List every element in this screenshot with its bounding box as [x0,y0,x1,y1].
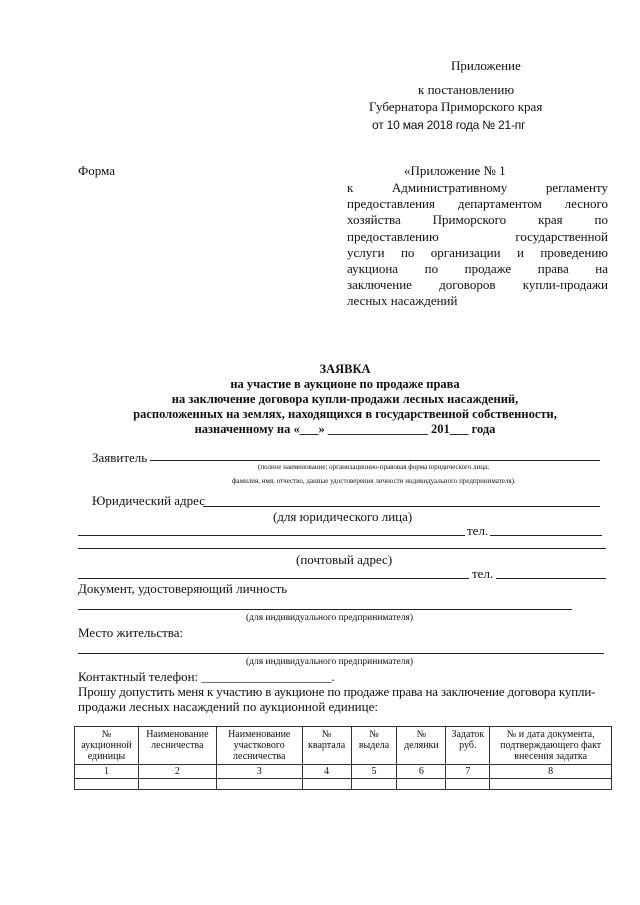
appendix-title: «Приложение № 1 [404,163,506,178]
column-number: 2 [138,765,216,779]
legal-entity-hint: (для юридического лица) [273,509,413,524]
address-line-2[interactable] [78,578,469,579]
request-line-2: продажи лесных насаждений по аукционной единице: [78,699,378,714]
postal-address-hint: (почтовый адрес) [296,552,393,567]
resolution-date: от 10 мая 2018 года № 21-пг [372,118,526,132]
header-cell: № выдела [351,727,397,765]
appendix-line: заключение договоров купли-продажи [347,277,608,293]
table-number-row [75,765,612,779]
phone-input-line-2[interactable] [496,578,606,579]
governor-ref: Губернатора Приморского края [369,99,543,114]
table-cell[interactable] [216,779,302,790]
title-line: на заключение договора купли-продажи лесных насаждений, [171,392,519,406]
column-number: 7 [446,765,490,779]
appendix-line-last: лесных насаждений [347,293,458,309]
appendix-heading: Приложение [451,58,521,73]
column-number: 5 [351,765,397,779]
identity-doc-label: Документ, удостоверяющий личность [78,581,288,596]
form-label: Форма [78,163,115,178]
phone-label-2: тел. [472,566,494,581]
table-cell[interactable] [302,779,351,790]
table-cell[interactable] [446,779,490,790]
residence-label: Место жительства: [78,625,184,640]
address-line-1[interactable] [78,535,465,536]
table-cell[interactable] [138,779,216,790]
column-number: 8 [490,765,612,779]
header-cell: Наименование участкового лесничества [216,727,302,765]
appendix-line: услуги по организации и проведению [347,244,608,260]
applicant-hint-1: (полное наименование; организационно-правовая форма юридического лица; [258,463,490,471]
column-number: 3 [216,765,302,779]
contact-phone: Контактный телефон: ____________________. [78,669,335,684]
appendix-line: аукциона по продаже права на [347,261,608,277]
application-title: ЗАЯВКА [319,362,371,376]
table-row [75,779,612,790]
appendix-line: к Административному регламенту [347,180,608,195]
postal-address-input-line[interactable] [78,548,606,549]
header-cell: Задаток руб. [446,727,490,765]
applicant-label: Заявитель [92,450,148,465]
request-line-1: Прошу допустить меня к участию в аукционе по продаже права на заключение договора купли- [78,684,596,699]
title-line: расположенных на землях, находящихся в государственной собственности, [133,407,557,421]
header-cell: № аукционной единицы [75,727,139,765]
table-cell[interactable] [351,779,397,790]
legal-address-input-line[interactable] [203,506,600,507]
applicant-input-line[interactable] [150,460,600,461]
identity-doc-input-line[interactable] [78,609,572,610]
resolution-ref: к постановлению [418,82,515,97]
column-number: 6 [397,765,446,779]
appendix-text [347,180,608,310]
header-cell: № и дата документа, подтверждающего факт внесения задатка [490,727,612,765]
residence-input-line[interactable] [78,653,604,654]
column-number: 1 [75,765,139,779]
header-cell: № квартала [302,727,351,765]
entrepreneur-hint-1: (для индивидуального предпринимателя) [246,613,413,623]
table-cell[interactable] [490,779,612,790]
header-cell: Наименование лесничества [138,727,216,765]
title-line: назначенному на «___» ________________ 201___ года [194,422,496,436]
table-cell[interactable] [75,779,139,790]
appendix-line: хозяйства Приморского края по [347,212,608,228]
legal-address-label: Юридический адрес [92,493,206,508]
column-number: 4 [302,765,351,779]
applicant-hint-2: фамилия, имя, отчество, данные удостоверения личности индивидуального предпринимателя). [232,477,516,485]
phone-label-1: тел. [467,523,489,538]
appendix-line: предоставления департаментом лесного [347,196,608,212]
table-header-row [75,727,612,765]
auction-unit-table [74,726,612,790]
title-line: на участие в аукционе по продаже права [230,377,460,391]
appendix-line: предоставлению государственной [347,228,608,244]
header-cell: № делянки [397,727,446,765]
table-cell[interactable] [397,779,446,790]
phone-input-line-1[interactable] [490,535,602,536]
entrepreneur-hint-2: (для индивидуального предпринимателя) [246,657,413,667]
